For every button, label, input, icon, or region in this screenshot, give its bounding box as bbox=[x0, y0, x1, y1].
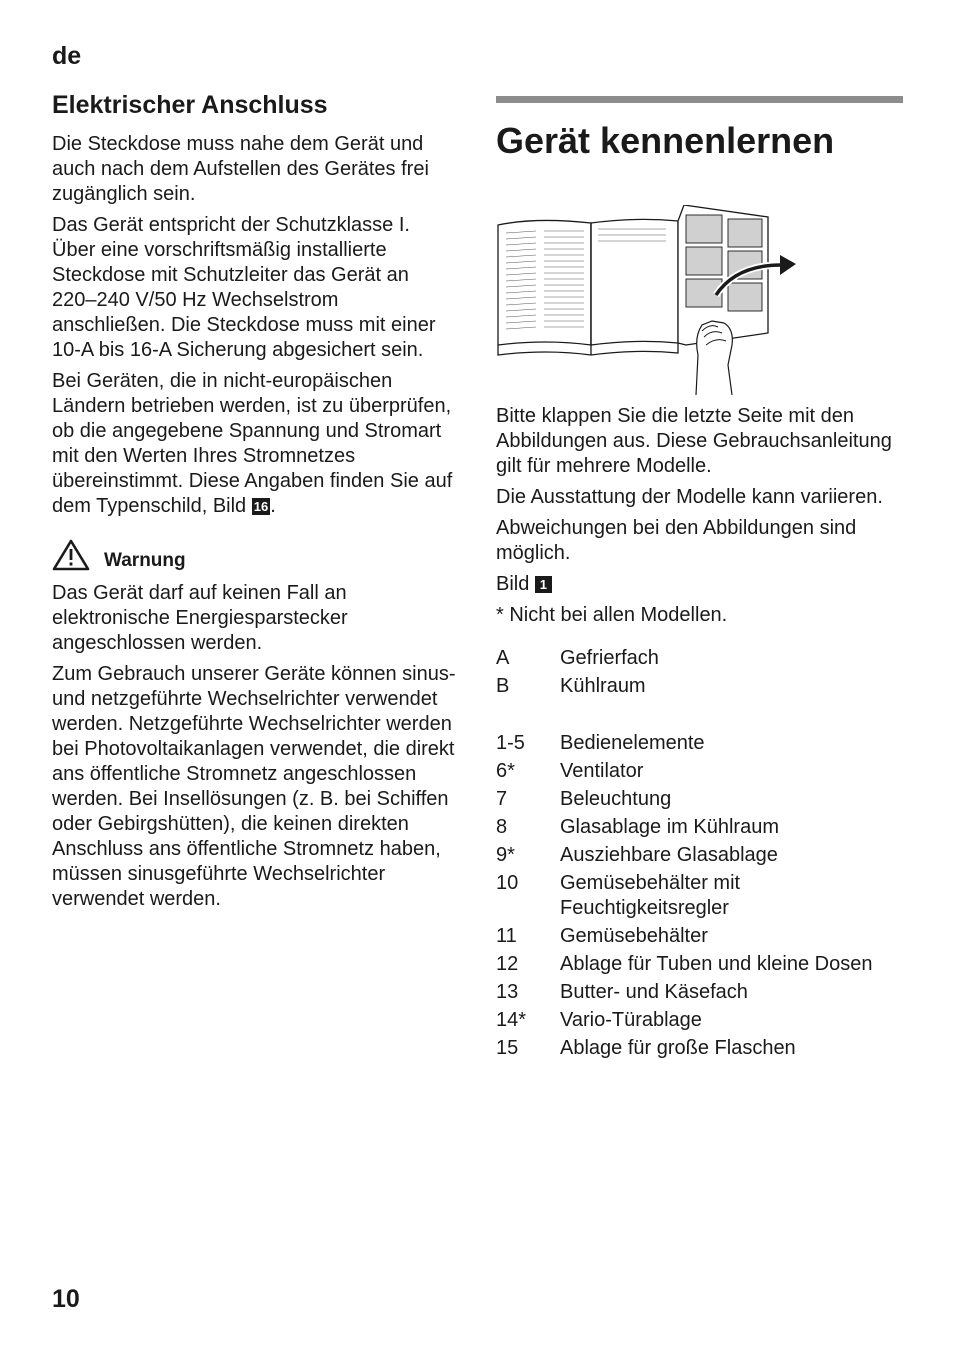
list-item bbox=[496, 843, 906, 868]
item-key: 11 bbox=[496, 925, 517, 947]
left-column bbox=[52, 88, 457, 918]
item-key: 9* bbox=[496, 844, 515, 866]
list-item bbox=[496, 871, 906, 921]
item-label: Gemüsebehälter mit Feuchtigkeitsregler bbox=[560, 872, 741, 919]
item-key: 12 bbox=[496, 953, 519, 975]
item-label: Kühlraum bbox=[560, 675, 646, 697]
item-key: 8 bbox=[496, 816, 508, 838]
list-item bbox=[496, 787, 906, 812]
item-key: B bbox=[496, 675, 510, 697]
list-item bbox=[496, 815, 906, 840]
warning-title: Warnung bbox=[104, 550, 186, 571]
list-item bbox=[496, 924, 906, 949]
item-key: A bbox=[496, 647, 510, 669]
item-label: Glasablage im Kühlraum bbox=[560, 816, 779, 838]
page-number: 10 bbox=[52, 1285, 80, 1313]
item-label: Bedienelemente bbox=[560, 732, 705, 754]
item-label: Gefrierfach bbox=[560, 647, 659, 669]
paragraph-protection-class: Das Gerät entspricht der Schutzklasse I. Über eine vorschriftsmäßig installierte Steckdose mit Schutzleiter das Gerät an 220–240 V/50 Hz Wechselstrom anschließen. Die Steckdose muss mit einer 10-A bis 16-A Sicherung abgesichert sein. bbox=[52, 214, 436, 361]
item-key: 6* bbox=[496, 760, 515, 782]
item-label: Gemüsebehälter bbox=[560, 925, 708, 947]
paragraph-equipment: Die Ausstattung der Modelle kann variieren. bbox=[496, 486, 883, 508]
list-item bbox=[496, 674, 906, 699]
paragraph-text: Bei Geräten, die in nicht-europäischen Ländern betrieben werden, ist zu überprüfen, ob die angegebene Spannung und Stromart mit den Werten Ihres Stromnetzes übereinstimmt. Diese Angaben finden Sie auf dem Typenschild, Bild bbox=[52, 370, 453, 517]
section-rule bbox=[496, 96, 903, 103]
item-key: 10 bbox=[496, 872, 519, 894]
item-key: 14* bbox=[496, 1009, 527, 1031]
figure-ref-badge: 1 bbox=[535, 576, 552, 593]
item-label: Butter- und Käsefach bbox=[560, 981, 748, 1003]
paragraph-socket: Die Steckdose muss nahe dem Gerät und auch nach dem Aufstellen des Gerätes frei zugänglich sein. bbox=[52, 133, 429, 205]
paragraph-deviations: Abweichungen bei den Abbildungen sind möglich. bbox=[496, 517, 857, 564]
warning-paragraph-inverter: Zum Gebrauch unserer Geräte können sinus- und netzgeführte Wechselrichter verwendet werden. Netzgeführte Wechselrichter werden bei Photovoltaikanlagen verwendet, die direkt ans öffentliche Stromnetz angeschlossen werden. Bei Insellösungen (z. B. bei Schiffen oder Gebirgshütten), die keinen direkten Anschluss ans öffentliche Stromnetz haben, müssen sinusgeführte Wechselrichter verwendet werden. bbox=[52, 663, 456, 910]
warning-triangle-icon bbox=[52, 539, 90, 571]
figure-ref-badge: 16 bbox=[253, 499, 269, 514]
page-title: Gerät kennenlernen bbox=[496, 120, 835, 161]
paragraph-foldout: Bitte klappen Sie die letzte Seite mit den Abbildungen aus. Diese Gebrauchsanleitung gilt für mehrere Modelle. bbox=[496, 405, 892, 477]
item-label: Vario-Türablage bbox=[560, 1009, 702, 1031]
item-key: 15 bbox=[496, 1037, 519, 1059]
figure-label: Bild bbox=[496, 573, 530, 595]
list-item bbox=[496, 759, 906, 784]
item-label: Beleuchtung bbox=[560, 788, 672, 810]
foldout-page-illustration bbox=[496, 205, 796, 395]
item-label: Ausziehbare Glasablage bbox=[560, 844, 778, 866]
warning-paragraph-energy: Das Gerät darf auf keinen Fall an elektronische Energiesparstecker angeschlossen werden. bbox=[52, 582, 348, 654]
list-item bbox=[496, 1008, 906, 1033]
warning-header bbox=[52, 539, 457, 571]
footnote: * Nicht bei allen Modellen. bbox=[496, 604, 728, 626]
paragraph-end: . bbox=[270, 495, 276, 517]
item-label: Ablage für große Flaschen bbox=[560, 1037, 796, 1059]
list-item bbox=[496, 731, 906, 756]
list-item bbox=[496, 952, 906, 977]
list-item bbox=[496, 980, 906, 1005]
zone-list bbox=[496, 646, 906, 699]
item-key: 1-5 bbox=[496, 732, 525, 754]
paragraph-non-european bbox=[52, 369, 457, 519]
right-column bbox=[496, 96, 906, 1064]
item-key: 13 bbox=[496, 981, 519, 1003]
list-item bbox=[496, 646, 906, 671]
language-tag: de bbox=[52, 42, 82, 70]
item-key: 7 bbox=[496, 788, 508, 810]
parts-list bbox=[496, 731, 906, 1061]
item-label: Ablage für Tuben und kleine Dosen bbox=[560, 953, 873, 975]
figure-reference bbox=[496, 572, 906, 597]
list-item bbox=[496, 1036, 906, 1061]
item-label: Ventilator bbox=[560, 760, 644, 782]
section-heading-electrical: Elektrischer Anschluss bbox=[52, 91, 328, 119]
